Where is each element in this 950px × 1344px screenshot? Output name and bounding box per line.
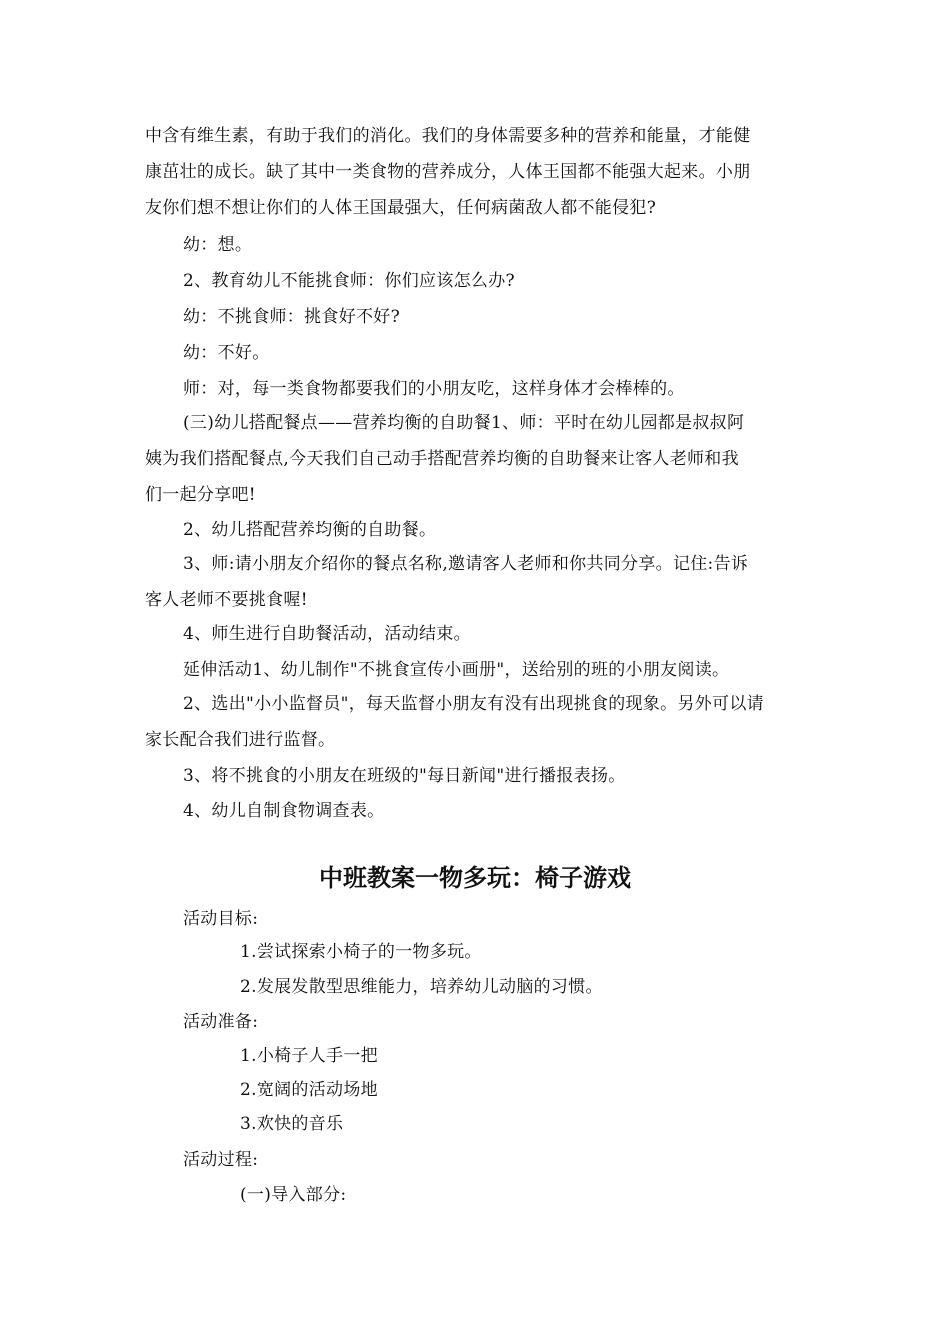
paragraph-line: 康茁壮的成长。缺了其中一类食物的营养成分，人体王国都不能强大起来。小朋	[145, 162, 751, 182]
dialogue-line: 幼：不好。	[183, 343, 270, 363]
subsection-heading: (一)导入部分:	[240, 1185, 347, 1205]
paragraph-line: 们一起分享吧!	[145, 485, 256, 505]
paragraph-line: 2、教育幼儿不能挑食师：你们应该怎么办?	[183, 271, 515, 291]
list-item: 1.尝试探索小椅子的一物多玩。	[240, 942, 482, 962]
section-heading: 活动过程:	[183, 1150, 259, 1170]
list-item: 2.宽阔的活动场地	[240, 1080, 378, 1100]
paragraph-line: 中含有维生素，有助于我们的消化。我们的身体需要多种的营养和能量，才能健	[145, 126, 751, 146]
section-heading: 活动目标:	[183, 909, 259, 929]
paragraph-line: 2、选出"小小监督员"，每天监督小朋友有没有出现挑食的现象。另外可以请	[183, 694, 764, 714]
list-item: 3.欢快的音乐	[240, 1114, 344, 1134]
paragraph-line: 3、师:请小朋友介绍你的餐点名称,邀请客人老师和你共同分享。记住:告诉	[183, 554, 749, 574]
paragraph-line: 4、师生进行自助餐活动，活动结束。	[183, 624, 471, 644]
paragraph-line: 友你们想不想让你们的人体王国最强大，任何病菌敌人都不能侵犯?	[145, 198, 657, 218]
list-item: 2.发展发散型思维能力，培养幼儿动脑的习惯。	[240, 977, 603, 997]
paragraph-line: 客人老师不要挑食喔!	[145, 590, 308, 610]
list-item: 1.小椅子人手一把	[240, 1046, 378, 1066]
paragraph-line: 延伸活动1、幼儿制作"不挑食宣传小画册"，送给别的班的小朋友阅读。	[183, 660, 730, 680]
paragraph-line: 3、将不挑食的小朋友在班级的"每日新闻"进行播报表扬。	[183, 766, 626, 786]
paragraph-line: 4、幼儿自制食物调查表。	[183, 801, 385, 821]
paragraph-line: 姨为我们搭配餐点,今天我们自己动手搭配营养均衡的自助餐来让客人老师和我	[145, 449, 739, 469]
paragraph-line: 2、幼儿搭配营养均衡的自助餐。	[183, 520, 437, 540]
paragraph-line: (三)幼儿搭配餐点——营养均衡的自助餐1、师：平时在幼儿园都是叔叔阿	[183, 413, 745, 433]
dialogue-line: 幼：想。	[183, 235, 253, 255]
section-heading: 活动准备:	[183, 1012, 259, 1032]
section-title: 中班教案一物多玩：椅子游戏	[319, 864, 631, 892]
paragraph-line: 家长配合我们进行监督。	[145, 730, 336, 750]
dialogue-line: 师：对，每一类食物都要我们的小朋友吃，这样身体才会棒棒的。	[183, 379, 685, 399]
dialogue-line: 幼：不挑食师：挑食好不好?	[183, 307, 401, 327]
